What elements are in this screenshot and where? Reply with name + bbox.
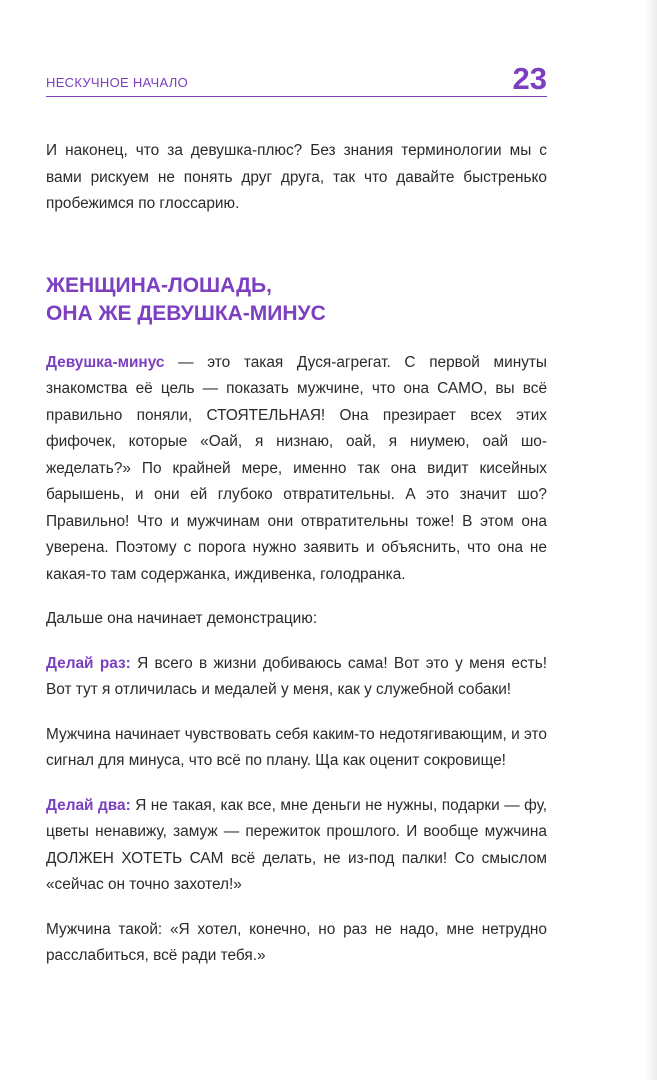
paragraph-text: Я всего в жизни добиваюсь сама! Вот это у меня есть! Вот тут я отличилась и медалей у меня, как у служебной собаки! xyxy=(46,654,547,698)
intro-paragraph: И наконец, что за девушка-плюс? Без знания терминологии мы с вами рискуем не понять друг друга, так что давайте быстренько пробежимся по глоссарию. xyxy=(46,142,547,212)
section-title: НЕСКУЧНОЕ НАЧАЛО xyxy=(46,75,188,90)
paragraph-text: Дальше она начинает демонстрацию: xyxy=(46,610,318,627)
paragraph-man-reply xyxy=(46,917,547,970)
paragraph-text: Я не такая, как все, мне деньги не нужны, подарки — фу, цветы ненавижу, замуж — пережиток прошлого. И вообще мужчина ДОЛЖЕН ХОТЕТЬ САМ всё делать, не из-под палки! Со смыслом «сейчас он точно захотел!» xyxy=(46,796,548,893)
term-step-one: Делай раз: xyxy=(46,654,131,672)
page-edge-shadow xyxy=(645,0,657,1080)
paragraph-demonstration xyxy=(46,606,547,633)
paragraph-text: Мужчина такой: «Я хотел, конечно, но раз не надо, мне нетрудно расслабиться, всё ради тебя.» xyxy=(46,920,547,964)
paragraph-definition xyxy=(46,350,547,589)
paragraph-text: — это такая Дуся-агрегат. С первой минуты знакомства её цель — показать мужчине, что она САМО, вы всё правильно поняли, СТОЯТЕЛЬНАЯ! Она презирает всех этих фифочек, которые «Оай, я низнаю, оай, я ниумею, оай шожеделать?» По крайней мере, именно так она видит кисейных барышень, и они ей глубоко отвратительны. А это значит шо? Правильно! Что и мужчинам они отвратительны тоже! В этом она уверена. Поэтому с порога нужно заявить и объяснить, что она не какая-то там содержанка, иждивенка, голодранка. xyxy=(46,353,547,583)
paragraph-step-two xyxy=(46,793,547,899)
paragraph-text: Мужчина начинает чувствовать себя каким-то недотягивающим, и это сигнал для минуса, что всё по плану. Ща как оценит сокровище! xyxy=(46,725,547,769)
section-heading xyxy=(46,272,547,328)
paragraph-man-reaction xyxy=(46,722,547,775)
page-number: 23 xyxy=(512,61,547,96)
page-body xyxy=(46,138,547,988)
heading-line-1: ЖЕНЩИНА-ЛОШАДЬ, xyxy=(46,273,272,297)
paragraph-step-one xyxy=(46,651,547,704)
running-header xyxy=(46,58,547,97)
term-devushka-minus: Девушка-минус xyxy=(46,353,165,371)
term-step-two: Делай два: xyxy=(46,796,131,814)
heading-line-2: ОНА ЖЕ ДЕВУШКА-МИНУС xyxy=(46,301,326,325)
